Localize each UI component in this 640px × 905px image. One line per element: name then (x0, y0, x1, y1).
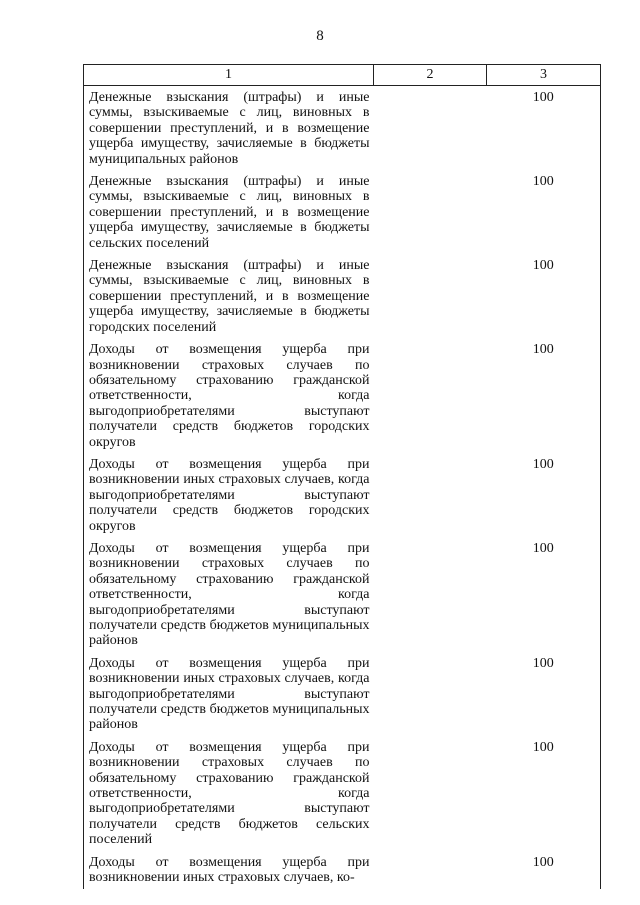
row-percent: 100 (532, 342, 554, 358)
table-row (84, 86, 601, 171)
row-description: Доходы от возмещения ущерба при возникновении иных страховых случаев, ко- (89, 854, 370, 886)
row-col-2 (374, 736, 487, 851)
table-row (84, 338, 601, 453)
row-percent: 100 (532, 174, 554, 190)
row-description: Доходы от возмещения ущерба при возникновении страховых случаев по обязательному страхованию гражданской ответственности, когда выгодоприобретателями выступают получатели средств бюджетов сельских поселений (89, 739, 370, 848)
table-row (84, 736, 601, 851)
row-description: Денежные взыскания (штрафы) и иные суммы, взыскиваемые с лиц, виновных в совершении преступлений, и в возмещение ущерба имуществу, зачисляемые в бюджеты городских поселений (89, 258, 370, 335)
row-percent: 100 (532, 540, 554, 556)
row-percent: 100 (532, 90, 554, 105)
table-row (84, 537, 601, 652)
table-row (84, 170, 601, 254)
table-header-row (84, 65, 601, 86)
row-description: Доходы от возмещения ущерба при возникновении страховых случаев по обязательному страхованию гражданской ответственности, когда выгодоприобретателями выступают получатели средств бюджетов городских округов (89, 342, 370, 450)
header-col-2: 2 (374, 65, 487, 86)
row-percent: 100 (532, 655, 554, 671)
row-col-2 (374, 652, 487, 736)
page-number: 8 (316, 28, 324, 44)
row-col-2 (374, 338, 487, 453)
header-col-3: 3 (487, 65, 601, 86)
row-col-2 (374, 537, 487, 652)
table-row (84, 652, 601, 736)
row-col-2 (374, 453, 487, 537)
row-description: Доходы от возмещения ущерба при возникновении иных страховых случаев, когда выгодоприобретателями выступают получатели средств бюджетов муниципальных районов (89, 655, 370, 733)
row-percent: 100 (532, 456, 554, 472)
table-row (84, 453, 601, 537)
row-col-2 (374, 86, 487, 171)
row-col-2 (374, 851, 487, 889)
row-percent: 100 (532, 739, 554, 755)
row-description: Денежные взыскания (штрафы) и иные суммы, взыскиваемые с лиц, виновных в совершении преступлений, и в возмещение ущерба имуществу, зачисляемые в бюджеты сельских поселений (89, 174, 370, 251)
revenue-table (83, 64, 601, 889)
row-description: Денежные взыскания (штрафы) и иные суммы, взыскиваемые с лиц, виновных в совершении преступлений, и в возмещение ущерба имуществу, зачисляемые в бюджеты муниципальных районов (89, 90, 370, 167)
table-row (84, 851, 601, 889)
row-col-2 (374, 254, 487, 338)
row-percent: 100 (532, 258, 554, 274)
row-percent: 100 (532, 854, 554, 870)
header-col-1: 1 (84, 65, 374, 86)
row-col-2 (374, 170, 487, 254)
row-description: Доходы от возмещения ущерба при возникновении страховых случаев по обязательному страхованию гражданской ответственности, когда выгодоприобретателями выступают получатели средств бюджетов муниципальных районов (89, 540, 370, 649)
table-row (84, 254, 601, 338)
row-description: Доходы от возмещения ущерба при возникновении иных страховых случаев, когда выгодоприобретателями выступают получатели средств бюджетов городских округов (89, 456, 370, 534)
